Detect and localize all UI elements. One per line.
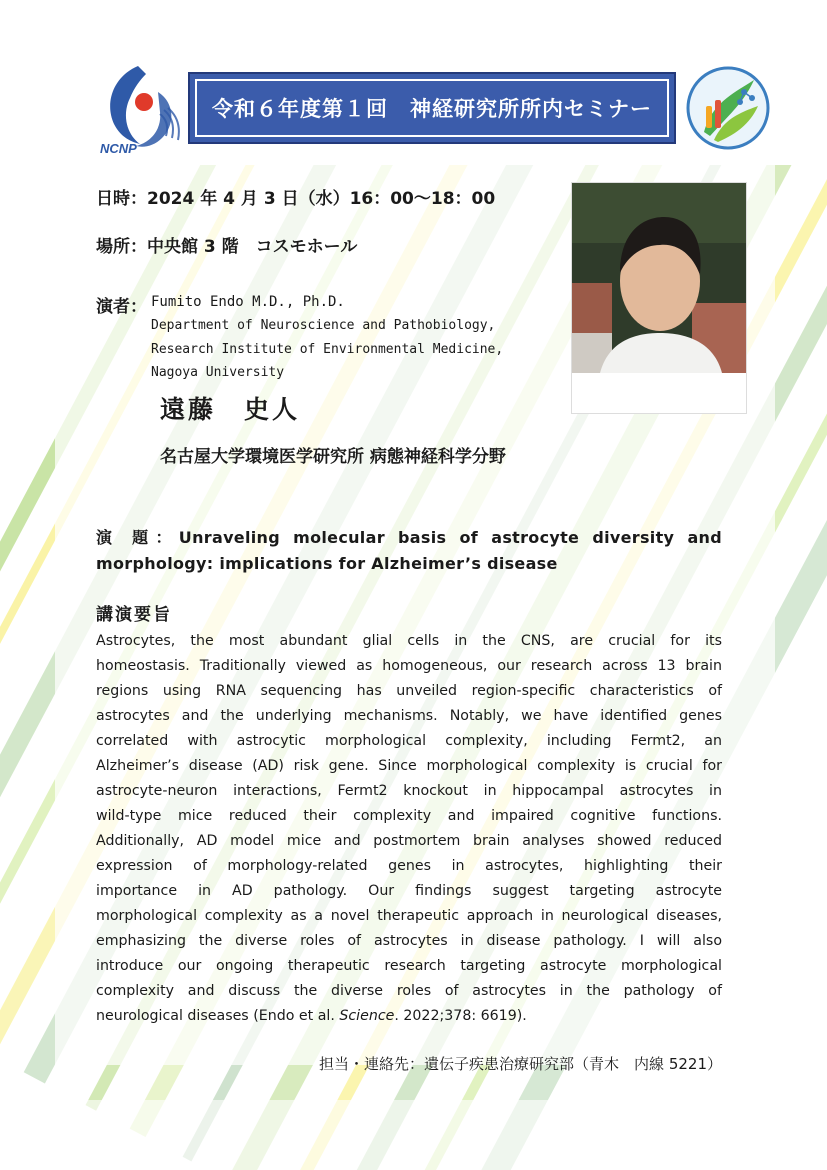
ncnp-logo-text: NCNP	[100, 141, 137, 156]
abstract-line: emphasizing the diverse roles of astrocytes in disease pathology. I will also	[96, 933, 722, 949]
abstract-body	[96, 629, 722, 1029]
seminar-place: 場所：中央館 3 階 コスモホール	[96, 237, 358, 257]
abstract-line: astrocytes and the underlying mechanisms. Notably, we have identified genes	[96, 708, 722, 724]
abstract-last-line-suffix: . 2022;378: 6619).	[394, 1008, 527, 1024]
journal-name: Science	[339, 1008, 395, 1024]
talk-title-text: Unraveling molecular basis of astrocyte diversity and morphology: implications for Alzheimer’s disease	[96, 528, 722, 573]
abstract-last-line-prefix: neurological diseases (Endo et al.	[96, 1008, 340, 1024]
abstract-line: expression of morphology-related genes in astrocytes, highlighting their	[96, 858, 722, 874]
speaker-affiliation-ja: 名古屋大学環境医学研究所 病態神経科学分野	[160, 447, 506, 467]
speaker-name-en: Fumito Endo M.D., Ph.D.	[151, 294, 345, 310]
research-emblem-logo	[684, 62, 772, 156]
abstract-line: homeostasis. Traditionally viewed as homogeneous, our research across 13 brain	[96, 658, 722, 674]
title-banner	[188, 72, 676, 144]
speaker-affiliation-line: Department of Neuroscience and Pathobiology,	[151, 318, 496, 333]
speaker-affiliation-line: Nagoya University	[151, 365, 285, 380]
abstract-line: wild-type mice reduced their complexity and impaired cognitive functions.	[96, 808, 722, 824]
title-banner-frame	[195, 79, 669, 137]
abstract-line: Additionally, AD model mice and postmortem brain analyses showed reduced	[96, 833, 722, 849]
contact-info: 担当・連絡先：遺伝子疾患治療研究部（青木 内線 5221）	[319, 1055, 722, 1073]
speaker-name-ja: 遠藤 史人	[160, 395, 301, 424]
abstract-line: Astrocytes, the most abundant glial cells in the CNS, are crucial for its	[96, 633, 722, 649]
abstract-heading: 講演要旨	[96, 605, 172, 625]
talk-title-separator: ：	[155, 528, 179, 547]
abstract-line: astrocyte-neuron interactions, Fermt2 knockout in hippocampal astrocytes in	[96, 783, 722, 799]
abstract-line: correlated with astrocytic morphological complexity, including Fermt2, an	[96, 733, 722, 749]
talk-title-label: 演 題	[96, 528, 156, 547]
speaker-label: 演者：	[96, 297, 147, 317]
abstract-line: complexity and discuss the diverse roles of astrocytes in the pathology of	[96, 983, 722, 999]
abstract-line: Alzheimer’s disease (AD) risk gene. Since morphological complexity is crucial for	[96, 758, 722, 774]
abstract-last-line	[96, 1004, 722, 1029]
abstract-line: importance in AD pathology. Our findings suggest targeting astrocyte	[96, 883, 722, 899]
speaker-photo	[572, 183, 746, 413]
abstract-line: introduce our ongoing therapeutic research targeting astrocyte morphological	[96, 958, 722, 974]
ncnp-logo	[100, 62, 190, 157]
seminar-title: 令和６年度第１回 神経研究所所内セミナー	[212, 97, 652, 121]
abstract-line: regions using RNA sequencing has unveiled region-specific characteristics of	[96, 683, 722, 699]
abstract-line: morphological complexity as a novel therapeutic approach in neurological diseases,	[96, 908, 722, 924]
speaker-affiliation-line: Research Institute of Environmental Medicine,	[151, 342, 504, 357]
seminar-datetime: 日時：2024 年 4 月 3 日（水）16：00〜18：00	[96, 189, 496, 209]
talk-title	[96, 525, 722, 577]
